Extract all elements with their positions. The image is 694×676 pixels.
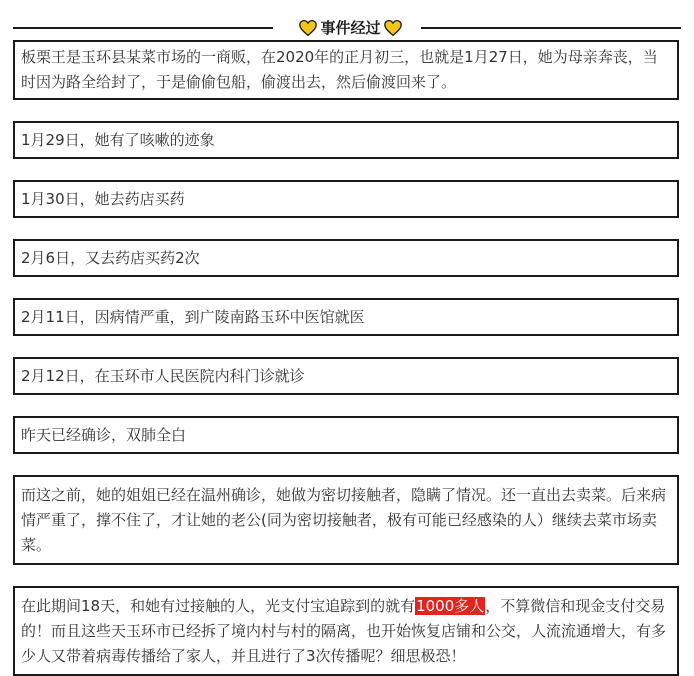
event-text: 2月11日，因病情严重，到广陵南路玉环中医馆就医 — [21, 307, 365, 326]
summary-box — [13, 586, 679, 676]
event-box — [13, 475, 679, 565]
event-box — [13, 239, 679, 277]
event-text: 1月29日，她有了咳嗽的迹象 — [21, 130, 215, 149]
event-box — [13, 180, 679, 218]
header-rule-left — [13, 27, 273, 29]
event-text: 2月12日，在玉环市人民医院内科门诊就诊 — [21, 366, 305, 385]
highlight-count: 1000多人 — [416, 597, 485, 615]
section-header — [13, 17, 681, 39]
summary-text — [21, 594, 671, 669]
event-box — [13, 357, 679, 395]
header-rule-right — [421, 27, 681, 29]
event-text: 而这之前，她的姐姐已经在温州确诊，她做为密切接触者，隐瞒了情况。还一直出去卖菜。后来病情严重了，撑不住了，才让她的老公(同为密切接触者，极有可能已经感染的人）继续去菜市场卖菜。 — [21, 486, 667, 554]
event-box — [13, 298, 679, 336]
event-box — [13, 40, 679, 100]
summary-text-before: 在此期间18天，和她有过接触的人，光支付宝追踪到的就有 — [21, 597, 416, 615]
header-title-wrap — [288, 17, 413, 39]
event-text: 昨天已经确诊，双肺全白 — [21, 425, 187, 444]
section-title: 事件经过 — [320, 19, 381, 37]
event-text: 1月30日，她去药店买药 — [21, 189, 185, 208]
summary-text-after: ，不算微信和现金支付交易的！而且这些天玉环市已经拆了境内村与村的隔离，也开始恢复店铺和公交，人流流通增大，有多少人又带着病毒传播给了家人，并且进行了3次传播呢？细思极恐！ — [21, 597, 667, 665]
yellow-heart-icon — [383, 19, 403, 37]
yellow-heart-icon — [298, 19, 318, 37]
event-box — [13, 416, 679, 454]
event-text: 2月6日，又去药店买药2次 — [21, 248, 200, 267]
event-text: 板栗王是玉环县某菜市场的一商贩，在2020年的正月初三，也就是1月27日，她为母亲奔丧，当时因为路全给封了，于是偷偷包船，偷渡出去，然后偷渡回来了。 — [21, 48, 658, 91]
event-box — [13, 121, 679, 159]
